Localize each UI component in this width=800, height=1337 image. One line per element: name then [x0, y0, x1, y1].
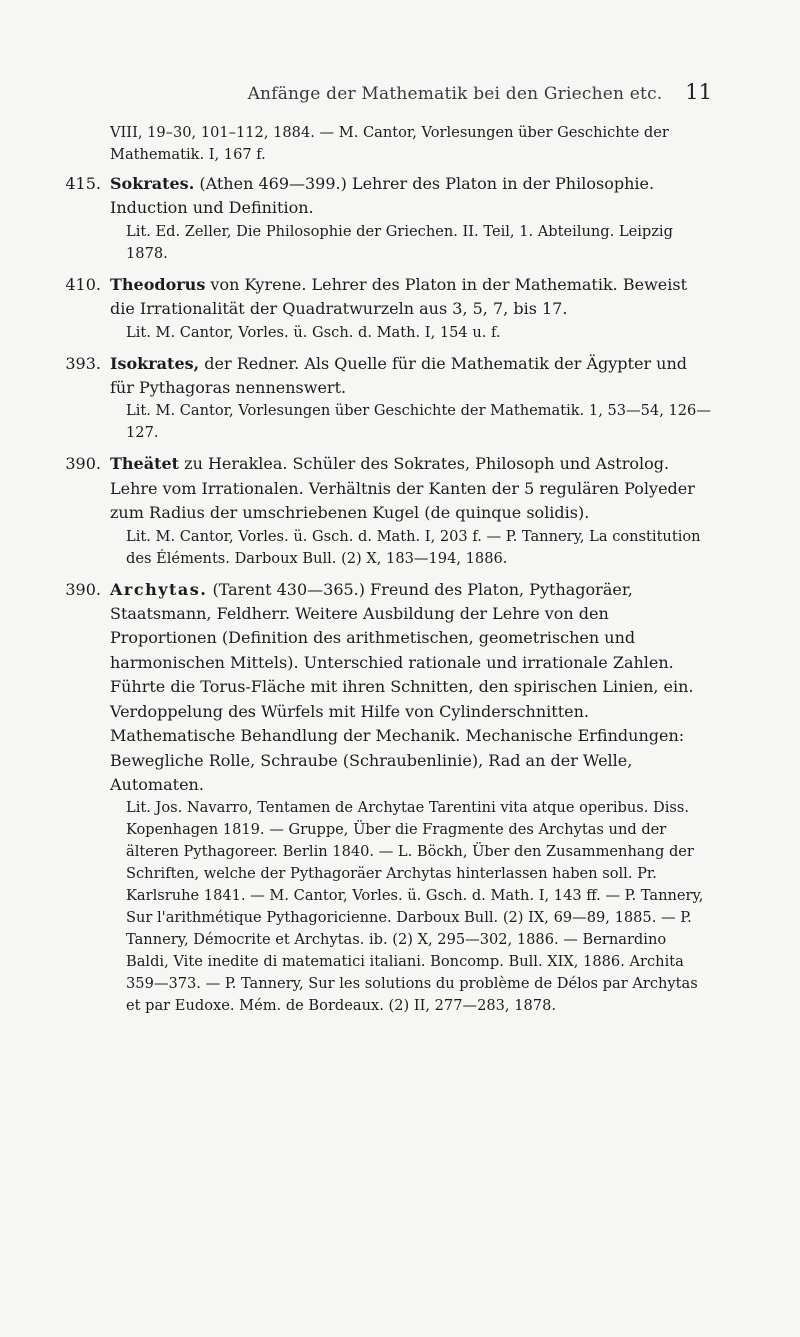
- entry-text: (Tarent 430—365.) Freund des Platon, Pythagoräer, Staatsmann, Feldherr. Weitere Ausbildung der Lehre von den Proportionen (Definition des arithmetischen, geometrischen und harmonischen Mittels). Unterschied rationale und irrationale Zahlen. Führte die Torus-Fläche mit ihren Schnitten, den spirischen Linien, ein. Verdoppelung des Würfels mit Hilfe von Cylinderschnitten. Mathematische Behandlung der Mechanik. Mechanische Erfindungen: Bewegliche Rolle, Schraube (Schraubenlinie), Rad an der Welle, Automaten.: [110, 579, 694, 794]
- entry-heading: Isokrates,: [110, 353, 200, 373]
- entry-text: zu Heraklea. Schüler des Sokrates, Philosoph und Astrolog. Lehre vom Irrationalen. Verhältnis der Kanten der 5 regulären Polyeder zum Radius der umschriebenen Kugel (de quinque solidis).: [110, 454, 695, 523]
- page-body: [65, 122, 712, 1025]
- entry-year: 393.: [65, 353, 101, 373]
- entry-year: 390.: [65, 579, 101, 599]
- entry-archytas: [65, 578, 712, 1018]
- entry-isokrates: [65, 352, 712, 445]
- entry-text: von Kyrene. Lehrer des Platon in der Mathematik. Beweist die Irrationalität der Quadratwurzeln aus 3, 5, 7, bis 17.: [110, 274, 687, 319]
- running-head: Anfänge der Mathematik bei den Griechen etc.: [247, 84, 663, 104]
- entry-literature: Lit. M. Cantor, Vorles. ü. Gsch. d. Math. I, 203 f. — P. Tannery, La constitution des Éléments. Darboux Bull. (2) X, 183—194, 1886.: [126, 527, 701, 567]
- entry-literature: Lit. Ed. Zeller, Die Philosophie der Griechen. II. Teil, 1. Abteilung. Leipzig 1878.: [126, 222, 673, 262]
- entry-theodorus: [65, 273, 712, 344]
- entry-heading: Theätet: [110, 454, 180, 474]
- entry-year: 415.: [65, 174, 101, 193]
- continuation-text: VIII, 19–30, 101–112, 1884. — M. Cantor, Vorlesungen über Geschichte der Mathematik. I, 167 f.: [110, 124, 669, 163]
- entry-literature: Lit. M. Cantor, Vorlesungen über Geschichte der Mathematik. 1, 53—54, 126—127.: [126, 402, 711, 442]
- entry-heading: Sokrates.: [110, 174, 195, 193]
- entry-literature: Lit. M. Cantor, Vorles. ü. Gsch. d. Math. I, 154 u. f.: [126, 323, 501, 341]
- entry-text: der Redner. Als Quelle für die Mathematik der Ägypter und für Pythagoras nennenswert.: [110, 353, 688, 398]
- entry-heading: Archytas.: [110, 579, 208, 599]
- page-number: 11: [685, 80, 712, 104]
- entry-heading: Theodorus: [110, 274, 206, 294]
- entry-theaetet: [65, 452, 712, 569]
- entry-year: 410.: [65, 274, 101, 294]
- entry-year: 390.: [65, 454, 101, 474]
- entry-literature: Lit. Jos. Navarro, Tentamen de Archytae Tarentini vita atque operibus. Diss. Kopenhagen 1819. — Gruppe, Über die Fragmente des Archytas und der älteren Pythagoreer. Berlin 1840. — L. Böckh, Über den Zusammenhang der Schriften, welche der Pythagoräer Archytas hinterlassen haben soll. Pr. Karlsruhe 1841. — M. Cantor, Vorles. ü. Gsch. d. Math. I, 143 ff. — P. Tannery, Sur l'arithmétique Pythagoricienne. Darboux Bull. (2) IX, 69—89, 1885. — P. Tannery, Démocrite et Archytas. ib. (2) X, 295—302, 1886. — Bernardino Baldi, Vite inedite di matematici italiani. Boncomp. Bull. XIX, 1886. Archita 359—373. — P. Tannery, Sur les solutions du problème de Délos par Archytas et par Eudoxe. Mém. de Bordeaux. (2) II, 277—283, 1878.: [126, 799, 704, 1015]
- entry-text: (Athen 469—399.) Lehrer des Platon in der Philosophie. Induction und Definition.: [110, 174, 655, 218]
- entry-sokrates: [65, 172, 712, 265]
